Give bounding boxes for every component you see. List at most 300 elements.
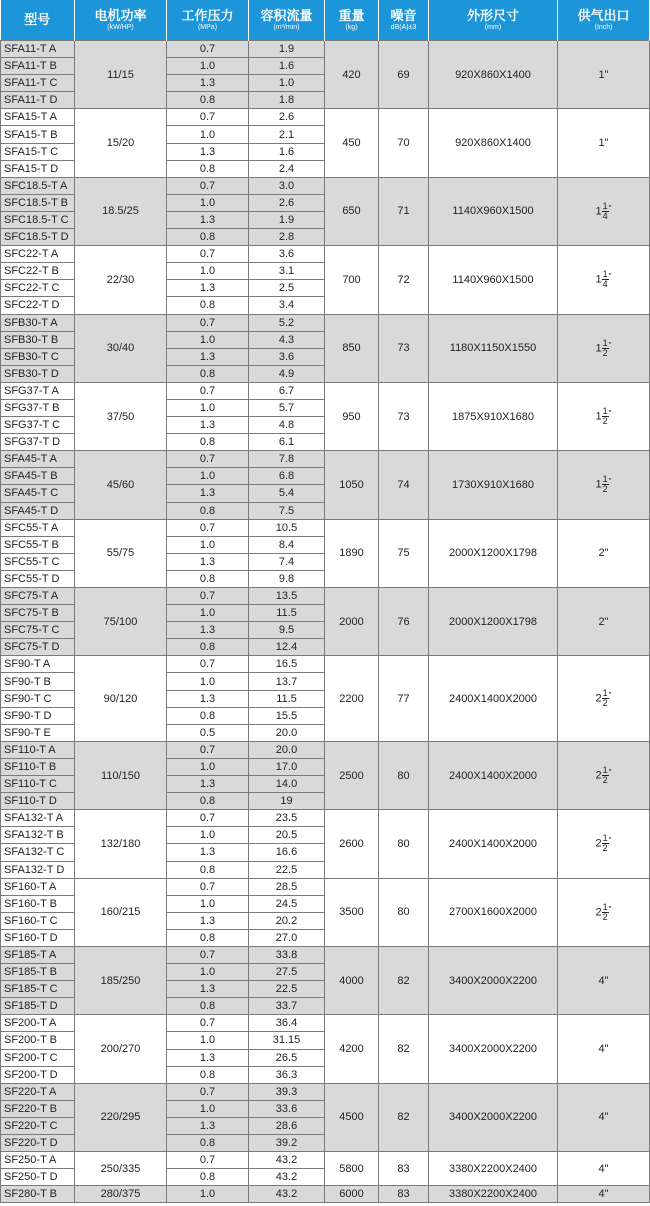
model-cell: SF200-T B (1, 1032, 75, 1049)
flow-cell: 39.3 (249, 1083, 325, 1100)
model-cell: SF110-T A (1, 741, 75, 758)
pressure-cell: 1.3 (167, 280, 249, 297)
weight-cell: 1890 (325, 519, 379, 587)
pressure-cell: 1.3 (167, 75, 249, 92)
model-cell: SFC55-T B (1, 536, 75, 553)
pressure-cell: 1.3 (167, 690, 249, 707)
header-flow-unit: (m³/min) (273, 24, 300, 32)
power-cell: 132/180 (75, 810, 167, 878)
pressure-cell: 0.8 (167, 570, 249, 587)
model-cell: SFA132-T B (1, 827, 75, 844)
table-row (1, 246, 650, 263)
pressure-cell: 1.0 (167, 1186, 249, 1203)
model-cell: SFA15-T C (1, 143, 75, 160)
power-cell: 185/250 (75, 946, 167, 1014)
outlet-whole: 1 (595, 478, 602, 491)
outlet-numerator: 1 (602, 688, 608, 699)
pressure-cell: 0.8 (167, 998, 249, 1015)
table-row (1, 588, 650, 605)
pressure-cell: 0.8 (167, 160, 249, 177)
pressure-cell: 0.8 (167, 502, 249, 519)
pressure-cell: 0.7 (167, 946, 249, 963)
flow-cell: 1.9 (249, 211, 325, 228)
pressure-cell: 1.0 (167, 468, 249, 485)
model-cell: SF250-T A (1, 1152, 75, 1169)
pressure-cell: 0.7 (167, 246, 249, 263)
model-cell: SFC22-T C (1, 280, 75, 297)
model-cell: SFC18.5-T A (1, 177, 75, 194)
table-row (1, 1152, 650, 1169)
flow-cell: 8.4 (249, 536, 325, 553)
pressure-cell: 1.0 (167, 58, 249, 75)
outlet-size: 4" (598, 1162, 609, 1175)
model-group (1, 246, 650, 314)
model-group (1, 177, 650, 245)
header-outlet-title: 供气出口 (577, 7, 630, 23)
weight-cell: 420 (325, 41, 379, 109)
noise-cell: 80 (379, 741, 429, 809)
outlet-cell (558, 878, 650, 946)
model-cell: SFA15-T A (1, 109, 75, 126)
outlet-inch-mark: " (608, 409, 612, 419)
flow-cell: 20.0 (249, 741, 325, 758)
flow-cell: 2.1 (249, 126, 325, 143)
pressure-cell: 1.0 (167, 1032, 249, 1049)
noise-cell: 71 (379, 177, 429, 245)
outlet-size: 4" (598, 1188, 609, 1201)
outlet-numerator: 1 (602, 765, 608, 776)
table-row (1, 314, 650, 331)
flow-cell: 39.2 (249, 1135, 325, 1152)
flow-cell: 13.7 (249, 673, 325, 690)
pressure-cell: 1.0 (167, 827, 249, 844)
flow-cell: 36.4 (249, 1015, 325, 1032)
outlet-size: 2" (598, 547, 609, 560)
dimensions-cell: 3380X2200X2400 (429, 1152, 558, 1186)
model-cell: SFC55-T C (1, 553, 75, 570)
outlet-fraction-parts (602, 834, 609, 853)
weight-cell: 6000 (325, 1186, 379, 1203)
outlet-cell (558, 1186, 650, 1203)
weight-cell: 1050 (325, 451, 379, 519)
model-group (1, 1152, 650, 1186)
outlet-fraction (596, 407, 612, 426)
outlet-fraction (596, 689, 612, 708)
weight-cell: 5800 (325, 1152, 379, 1186)
model-cell: SF200-T D (1, 1066, 75, 1083)
outlet-inch-mark: " (608, 340, 612, 350)
flow-cell: 7.8 (249, 451, 325, 468)
pressure-cell: 1.3 (167, 1049, 249, 1066)
noise-cell: 80 (379, 810, 429, 878)
outlet-numerator: 1 (602, 833, 608, 844)
dimensions-cell: 920X860X1400 (429, 41, 558, 109)
model-cell: SFC75-T D (1, 639, 75, 656)
model-cell: SFA132-T C (1, 844, 75, 861)
weight-cell: 2500 (325, 741, 379, 809)
flow-cell: 3.6 (249, 246, 325, 263)
pressure-cell: 1.3 (167, 485, 249, 502)
model-cell: SFG37-T C (1, 417, 75, 434)
outlet-fraction-parts (602, 689, 609, 708)
outlet-fraction (596, 339, 612, 358)
outlet-inch-mark: " (608, 691, 612, 701)
outlet-inch-mark: " (608, 904, 612, 914)
model-cell: SF280-T B (1, 1186, 75, 1203)
header-weight-unit: (kg) (345, 24, 358, 32)
flow-cell: 9.8 (249, 570, 325, 587)
pressure-cell: 0.7 (167, 314, 249, 331)
outlet-numerator: 1 (602, 337, 608, 348)
weight-cell: 2200 (325, 656, 379, 741)
pressure-cell: 1.0 (167, 1100, 249, 1117)
noise-cell: 70 (379, 109, 429, 177)
pressure-cell: 0.8 (167, 793, 249, 810)
outlet-denominator: 2 (602, 843, 608, 854)
pressure-cell: 1.3 (167, 553, 249, 570)
outlet-size: 4" (598, 1043, 609, 1056)
pressure-cell: 0.8 (167, 1066, 249, 1083)
pressure-cell: 0.7 (167, 1152, 249, 1169)
pressure-cell: 0.7 (167, 177, 249, 194)
model-cell: SF185-T D (1, 998, 75, 1015)
flow-cell: 2.6 (249, 109, 325, 126)
flow-cell: 4.8 (249, 417, 325, 434)
flow-cell: 3.4 (249, 297, 325, 314)
pressure-cell: 0.8 (167, 434, 249, 451)
flow-cell: 20.2 (249, 912, 325, 929)
model-cell: SF200-T C (1, 1049, 75, 1066)
power-cell: 110/150 (75, 741, 167, 809)
flow-cell: 5.7 (249, 399, 325, 416)
outlet-denominator: 4 (602, 279, 608, 290)
noise-cell: 77 (379, 656, 429, 741)
header-row (1, 0, 650, 41)
model-cell: SFC55-T A (1, 519, 75, 536)
model-cell: SFC22-T B (1, 263, 75, 280)
header-power-title: 电机功率 (94, 7, 147, 23)
weight-cell: 2600 (325, 810, 379, 878)
flow-cell: 1.6 (249, 143, 325, 160)
pressure-cell: 0.5 (167, 724, 249, 741)
outlet-fraction-parts (602, 903, 609, 922)
pressure-cell: 1.0 (167, 263, 249, 280)
flow-cell: 43.2 (249, 1152, 325, 1169)
model-cell: SFA45-T D (1, 502, 75, 519)
noise-cell: 69 (379, 41, 429, 109)
noise-cell: 76 (379, 588, 429, 656)
pressure-cell: 1.3 (167, 776, 249, 793)
table-row (1, 382, 650, 399)
model-cell: SF185-T B (1, 964, 75, 981)
outlet-whole: 2 (595, 769, 602, 782)
pressure-cell: 1.3 (167, 348, 249, 365)
pressure-cell: 1.0 (167, 605, 249, 622)
outlet-inch-mark: " (608, 836, 612, 846)
weight-cell: 700 (325, 246, 379, 314)
outlet-whole: 1 (595, 205, 602, 218)
outlet-whole: 2 (595, 692, 602, 705)
dimensions-cell: 2000X1200X1798 (429, 588, 558, 656)
model-cell: SF110-T C (1, 776, 75, 793)
model-cell: SFB30-T A (1, 314, 75, 331)
model-cell: SFG37-T A (1, 382, 75, 399)
outlet-denominator: 2 (602, 775, 608, 786)
outlet-size: 1" (598, 68, 609, 81)
outlet-inch-mark: " (608, 203, 612, 213)
power-cell: 250/335 (75, 1152, 167, 1186)
outlet-cell (558, 451, 650, 519)
table-row (1, 519, 650, 536)
table-row (1, 946, 650, 963)
outlet-size: 2" (598, 615, 609, 628)
flow-cell: 16.6 (249, 844, 325, 861)
outlet-cell (558, 741, 650, 809)
flow-cell: 22.5 (249, 861, 325, 878)
outlet-inch-mark: " (608, 272, 612, 282)
model-cell: SF220-T D (1, 1135, 75, 1152)
flow-cell: 1.0 (249, 75, 325, 92)
outlet-size: 1" (598, 137, 609, 150)
flow-cell: 1.9 (249, 41, 325, 58)
flow-cell: 33.8 (249, 946, 325, 963)
pressure-cell: 1.3 (167, 912, 249, 929)
dimensions-cell: 1875X910X1680 (429, 382, 558, 450)
header-noise-unit: dB(A)±3 (390, 24, 417, 32)
power-cell: 75/100 (75, 588, 167, 656)
flow-cell: 28.6 (249, 1117, 325, 1134)
model-group (1, 519, 650, 587)
outlet-fraction-parts (602, 339, 609, 358)
header-noise-title: 噪音 (390, 7, 417, 23)
model-cell: SFA11-T D (1, 92, 75, 109)
flow-cell: 3.1 (249, 263, 325, 280)
pressure-cell: 1.3 (167, 622, 249, 639)
model-group (1, 451, 650, 519)
flow-cell: 43.2 (249, 1169, 325, 1186)
model-cell: SF90-T C (1, 690, 75, 707)
flow-cell: 15.5 (249, 707, 325, 724)
header-dimensions (429, 0, 558, 41)
model-group (1, 1186, 650, 1203)
header-power-unit: (kW/HP) (107, 24, 134, 32)
model-cell: SFB30-T D (1, 365, 75, 382)
flow-cell: 19 (249, 793, 325, 810)
dimensions-cell: 3380X2200X2400 (429, 1186, 558, 1203)
header-weight (325, 0, 379, 41)
model-cell: SFC75-T A (1, 588, 75, 605)
weight-cell: 450 (325, 109, 379, 177)
pressure-cell: 0.8 (167, 707, 249, 724)
pressure-cell: 1.3 (167, 981, 249, 998)
flow-cell: 22.5 (249, 981, 325, 998)
outlet-fraction (596, 766, 612, 785)
outlet-denominator: 2 (602, 698, 608, 709)
flow-cell: 20.0 (249, 724, 325, 741)
pressure-cell: 0.7 (167, 656, 249, 673)
model-group (1, 314, 650, 382)
header-dimensions-title: 外形尺寸 (466, 7, 519, 23)
model-cell: SF220-T A (1, 1083, 75, 1100)
outlet-fraction (596, 270, 612, 289)
model-group (1, 878, 650, 946)
outlet-denominator: 2 (602, 484, 608, 495)
flow-cell: 6.7 (249, 382, 325, 399)
outlet-fraction (596, 903, 612, 922)
header-power (75, 0, 167, 41)
outlet-cell (558, 1083, 650, 1151)
flow-cell: 1.6 (249, 58, 325, 75)
power-cell: 22/30 (75, 246, 167, 314)
dimensions-cell: 3400X2000X2200 (429, 1083, 558, 1151)
table-row (1, 177, 650, 194)
table-row (1, 741, 650, 758)
header-dimensions-unit: (mm) (484, 24, 502, 32)
outlet-cell (558, 41, 650, 109)
flow-cell: 5.2 (249, 314, 325, 331)
flow-cell: 31.15 (249, 1032, 325, 1049)
flow-cell: 36.3 (249, 1066, 325, 1083)
outlet-cell (558, 109, 650, 177)
model-cell: SF160-T A (1, 878, 75, 895)
outlet-fraction (596, 834, 612, 853)
dimensions-cell: 1730X910X1680 (429, 451, 558, 519)
pressure-cell: 0.7 (167, 741, 249, 758)
weight-cell: 4500 (325, 1083, 379, 1151)
flow-cell: 7.5 (249, 502, 325, 519)
flow-cell: 2.8 (249, 229, 325, 246)
outlet-cell (558, 246, 650, 314)
pressure-cell: 1.0 (167, 331, 249, 348)
model-cell: SFA11-T A (1, 41, 75, 58)
table-row (1, 810, 650, 827)
pressure-cell: 1.0 (167, 673, 249, 690)
dimensions-cell: 2400X1400X2000 (429, 656, 558, 741)
flow-cell: 28.5 (249, 878, 325, 895)
header-model (1, 0, 75, 41)
pressure-cell: 0.8 (167, 861, 249, 878)
pressure-cell: 1.3 (167, 844, 249, 861)
model-cell: SFC22-T D (1, 297, 75, 314)
flow-cell: 24.5 (249, 895, 325, 912)
model-cell: SF220-T C (1, 1117, 75, 1134)
outlet-denominator: 2 (602, 416, 608, 427)
model-cell: SF185-T A (1, 946, 75, 963)
model-group (1, 946, 650, 1014)
weight-cell: 850 (325, 314, 379, 382)
header-flow-title: 容积流量 (260, 7, 313, 23)
header-pressure-title: 工作压力 (181, 7, 234, 23)
outlet-fraction-parts (602, 766, 609, 785)
model-cell: SF160-T B (1, 895, 75, 912)
weight-cell: 4000 (325, 946, 379, 1014)
weight-cell: 4200 (325, 1015, 379, 1083)
flow-cell: 13.5 (249, 588, 325, 605)
dimensions-cell: 2400X1400X2000 (429, 741, 558, 809)
model-group (1, 382, 650, 450)
pressure-cell: 0.8 (167, 297, 249, 314)
noise-cell: 82 (379, 1083, 429, 1151)
model-cell: SF160-T D (1, 929, 75, 946)
pressure-cell: 1.0 (167, 964, 249, 981)
noise-cell: 74 (379, 451, 429, 519)
dimensions-cell: 1180X1150X1550 (429, 314, 558, 382)
outlet-fraction-parts (602, 202, 609, 221)
dimensions-cell: 3400X2000X2200 (429, 946, 558, 1014)
flow-cell: 4.9 (249, 365, 325, 382)
table-row (1, 656, 650, 673)
model-group (1, 588, 650, 656)
power-cell: 30/40 (75, 314, 167, 382)
model-cell: SFB30-T B (1, 331, 75, 348)
dimensions-cell: 1140X960X1500 (429, 177, 558, 245)
dimensions-cell: 2700X1600X2000 (429, 878, 558, 946)
model-cell: SFG37-T D (1, 434, 75, 451)
outlet-numerator: 1 (602, 474, 608, 485)
flow-cell: 1.8 (249, 92, 325, 109)
model-cell: SFC75-T C (1, 622, 75, 639)
pressure-cell: 0.7 (167, 878, 249, 895)
model-group (1, 1083, 650, 1151)
outlet-numerator: 1 (602, 269, 608, 280)
model-group (1, 810, 650, 878)
flow-cell: 11.5 (249, 605, 325, 622)
pressure-cell: 1.0 (167, 194, 249, 211)
model-cell: SFB30-T C (1, 348, 75, 365)
pressure-cell: 1.0 (167, 126, 249, 143)
outlet-fraction-parts (602, 270, 609, 289)
noise-cell: 73 (379, 382, 429, 450)
header-pressure-unit: (MPa) (197, 24, 218, 32)
pressure-cell: 0.8 (167, 365, 249, 382)
pressure-cell: 1.3 (167, 143, 249, 160)
weight-cell: 950 (325, 382, 379, 450)
table-row (1, 878, 650, 895)
model-cell: SFC22-T A (1, 246, 75, 263)
power-cell: 45/60 (75, 451, 167, 519)
table-row (1, 1015, 650, 1032)
outlet-denominator: 4 (602, 210, 608, 221)
header-weight-title: 重量 (338, 7, 365, 23)
noise-cell: 83 (379, 1152, 429, 1186)
model-group (1, 1015, 650, 1083)
pressure-cell: 0.7 (167, 588, 249, 605)
flow-cell: 27.0 (249, 929, 325, 946)
pressure-cell: 1.0 (167, 399, 249, 416)
flow-cell: 4.3 (249, 331, 325, 348)
flow-cell: 2.4 (249, 160, 325, 177)
flow-cell: 17.0 (249, 758, 325, 775)
outlet-whole: 2 (595, 906, 602, 919)
power-cell: 18.5/25 (75, 177, 167, 245)
pressure-cell: 0.7 (167, 1083, 249, 1100)
model-group (1, 109, 650, 177)
pressure-cell: 0.8 (167, 1135, 249, 1152)
outlet-inch-mark: " (608, 477, 612, 487)
weight-cell: 2000 (325, 588, 379, 656)
table-row (1, 451, 650, 468)
model-cell: SFA45-T C (1, 485, 75, 502)
pressure-cell: 0.7 (167, 1015, 249, 1032)
header-model-title: 型号 (24, 12, 51, 28)
pressure-cell: 0.8 (167, 929, 249, 946)
outlet-inch-mark: " (608, 768, 612, 778)
outlet-whole: 1 (595, 410, 602, 423)
outlet-whole: 1 (595, 342, 602, 355)
model-cell: SF200-T A (1, 1015, 75, 1032)
model-cell: SFA11-T C (1, 75, 75, 92)
power-cell: 200/270 (75, 1015, 167, 1083)
